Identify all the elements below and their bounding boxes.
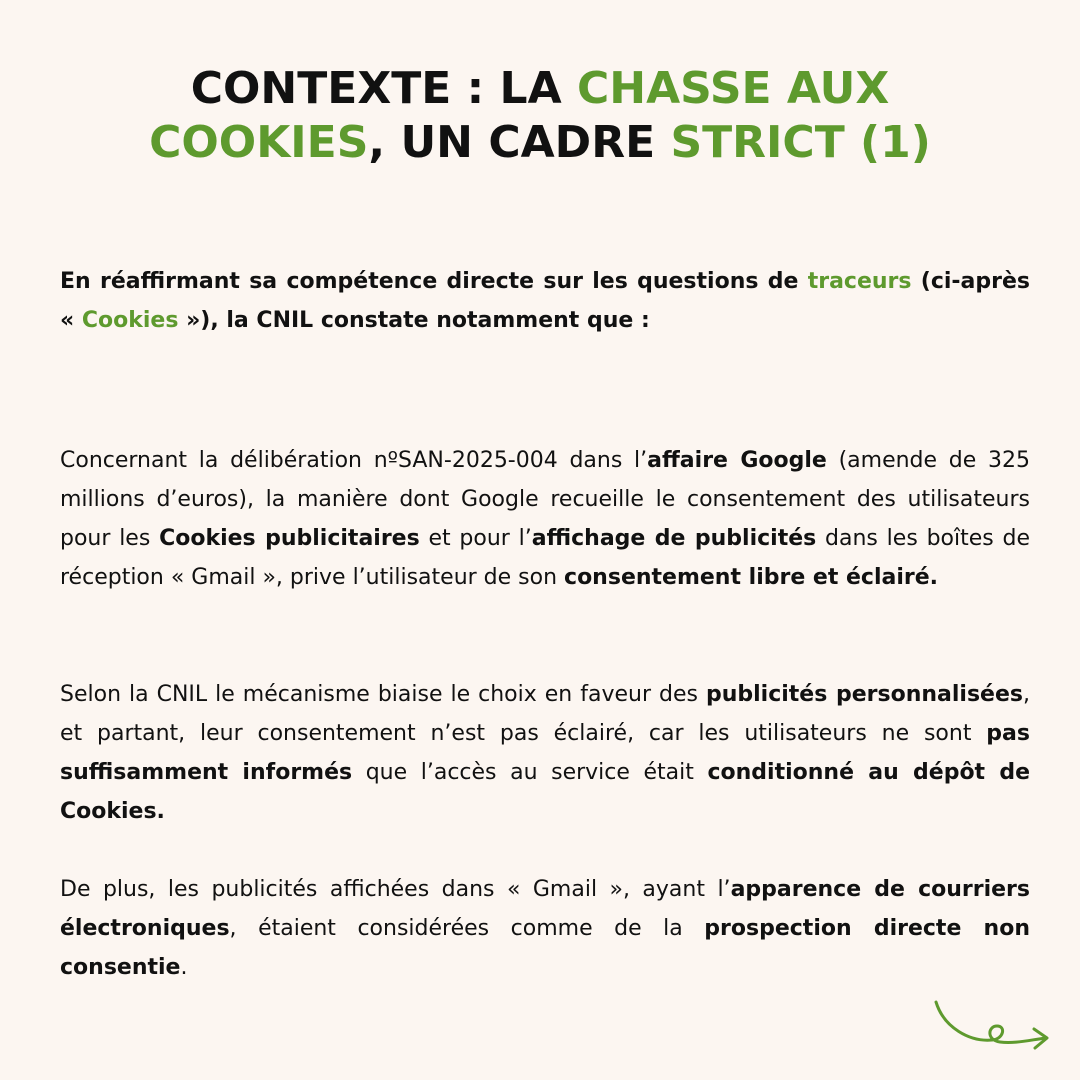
intro-highlight-traceurs: traceurs [807,269,912,294]
p2-bold-3: conditionné au dépôt de Cookies. [60,760,1030,824]
p3-text-2: , étaient considérées comme de la [229,916,705,941]
title-line2-c: STRICT (1) [670,117,931,168]
p2-text-1: Selon la CNIL le mécanisme biaise le choix en faveur des [60,682,706,707]
title-line2-b: , UN CADRE [368,117,671,168]
p1-bold-1: affaire Google [647,448,827,473]
p3-text-3: . [180,955,188,980]
p3-bold-2: prospection directe non consentie [60,916,1030,980]
p1-bold-4: consentement libre et éclairé. [564,565,939,590]
p1-text-3: et pour l’ [419,526,532,551]
intro-text-3: »), la CNIL constate notamment que : [178,308,650,333]
p2-text-3: que l’accès au service était [352,760,708,785]
p1-bold-3: affichage de publicités [531,526,817,551]
p2-text-2: , et partant, leur consentement n’est pas éclairé, car les utilisateurs ne sont [60,682,1030,746]
p2-bold-2: pas suffisamment informés [60,721,1030,785]
p1-text-1: Concernant la délibération nºSAN-2025-004 dans l’ [60,448,648,473]
p1-bold-2: Cookies publicitaires [159,526,420,551]
paragraph-gmail-ads [60,870,1030,987]
paragraph-google-affair [60,441,1030,597]
intro-highlight-cookies: Cookies [81,308,179,333]
intro-text-2: (ci-après « [60,269,1030,333]
paragraph-cnil-mechanism [60,675,1030,831]
p3-text-1: De plus, les publicités affichées dans « Gmail », ayant l’ [60,877,731,902]
p1-text-2: (amende de 325 millions d’euros), la manière dont Google recueille le consentement des utilisateurs pour les [60,448,1030,551]
p1-text-4: dans les boîtes de réception « Gmail », prive l’utilisateur de son [60,526,1031,590]
page-title [0,62,1080,170]
title-line2-a: COOKIES [149,117,369,168]
title-line1-a: CONTEXTE : LA [190,63,577,114]
p3-bold-1: apparence de courriers électroniques [60,877,1030,941]
intro-paragraph [60,262,1030,340]
intro-text-1: En réaffirmant sa compétence directe sur les questions de [60,269,808,294]
p2-bold-1: publicités personnalisées [705,682,1023,707]
title-line1-b: CHASSE AUX [576,63,890,114]
curly-arrow-right-icon[interactable] [930,998,1055,1060]
